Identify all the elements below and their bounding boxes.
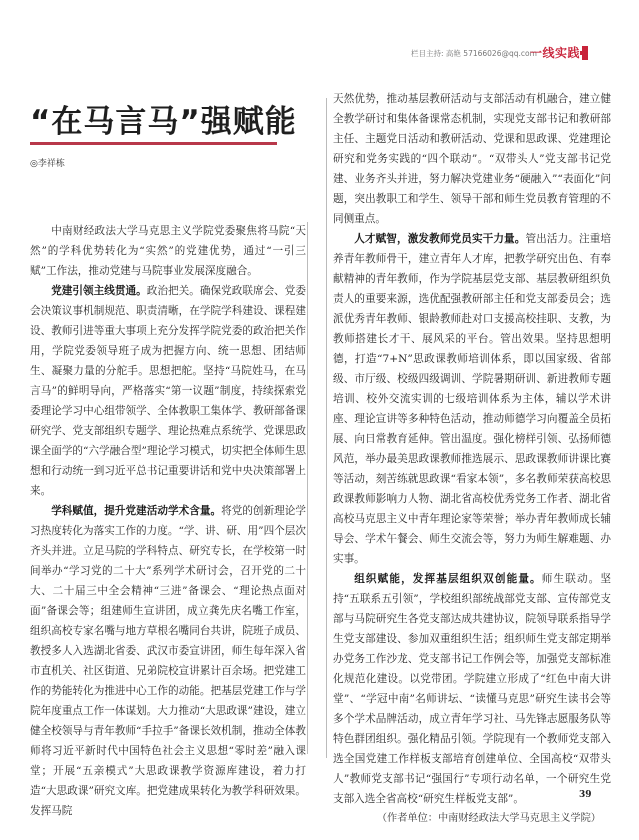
- section-lead: 人才赋智，激发教师党员实干力量。: [354, 233, 526, 245]
- article-title: “在马言马”强赋能: [30, 104, 297, 140]
- page-number: 39: [579, 790, 592, 800]
- article-intro: 中南财经政法大学马克思主义学院党委聚焦将马院“天然”的学科优势转化为“实然”的党建优势，通过“一引三赋”工作法，推动党建与马院事业发展深度融合。: [30, 225, 306, 277]
- article-column-right: [333, 89, 611, 829]
- section-body: 将党的创新理论学习热度转化为落实工作的力度。“学、讲、研、用”四个层次齐头并进。立足马院的学科特点、研究专长，在学校第一时间举办“学习党的二十大”系列学术研讨会，召开党的二十大、二十届三中全会精神“三进”备课会、“理论热点面对面”备课会等；组建师生宣讲团，成立龚先庆名嘴工作室，组织高校专家名嘴与地方草根名嘴同台共讲，院班子成员、教授多人入选湖北省委、武汉市委宣讲团，师生每年深入省市直机关、社区街道、兄弟院校宣讲累计百余场。把党建工作的势能转化为推进中心工作的动能。把基层党建工作与学院年度重点工作一体谋划。大力推动“大思政课”建设，建立健全校领导与青年教师“手拉手”备课长效机制，推动全体教师将习近平新时代中国特色社会主义思想“零时差”融入课堂；开展“五亲模式”大思政课教学资源库建设，着力打造“大思政课”研究文库。把党建成果转化为教学科研效果。发挥马院: [30, 505, 306, 817]
- section-lead: 党建引领主线贯通。: [51, 285, 147, 297]
- column-divider-right: [326, 98, 327, 758]
- section-tag: 一线实践: [530, 46, 581, 60]
- article-section-1: [30, 281, 306, 501]
- article-section-3: [333, 229, 611, 569]
- title-underline: [30, 142, 277, 145]
- column-editor-note: 栏目主持: 高艳 57166026@qq.com: [411, 49, 537, 58]
- section-lead: 组织赋能，发挥基层组织双创能量。: [354, 573, 542, 585]
- article-section-2-continued: 天然优势，推动基层教研活动与支部活动有机融合，建立健全教学研讨和集体备课常态机制，实现党支部书记和教研部主任、主题党日活动和教研活动、党课和思政课、党建理论研究和党务实践的“四个联动”。“双带头人”党支部书记党建、业务齐头并进，努力解决党建业务“硬融入”“表面化”问题，突出教职工和学生、领导干部和师生党员教育管理的不同侧重点。: [333, 93, 611, 225]
- section-body: 政治把关。确保党政联席会、党委会决策议事机制规范、职责清晰，在学院学科建设、课程建设、教师引进等重大事项上充分发挥学院党委的政治把关作用，学院党委领导班子成为把握方向、统一思想、团结师生、凝聚力量的分舵手。思想把舵。坚持“马院姓马，在马言马”的鲜明导向，严格落实“第一议题”制度，持续探索党委理论学习中心组带领学、全体教职工集体学、教研部备课研究学、党支部组织专题学、理论热难点系统学、党课思政课全面学的“六学融合型”理论学习模式，切实把全体师生思想和行动统一到习近平总书记重要讲话和党中央决策部署上来。: [30, 285, 307, 497]
- section-body: 师生联动。坚持“五联系五引领”，学校组织部统战部党支部、宣传部党支部与马院研究生各党支部达成共建协议，院领导联系指导学生党支部建设、参加双重组织生活；组织师生党支部定期举办党务工作沙龙、党支部书记工作例会等，加强党支部标准化规范化建设。以党带团。学院建立形成了“红色中南大讲堂”、“学冠中南”名师讲坛、“读懂马克思”研究生读书会等多个学术品牌活动，成立青年学习社、马先锋志愿服务队等特色群团组织。强化精品引领。学院现有一个教师党支部入选全国党建工作样板支部培育创建单位、全国高校“双带头人”教师党支部书记“强国行”专项行动名单，一个研究生党支部入选全省高校“研究生样板党支部”。: [333, 573, 611, 805]
- section-marker-icon: [582, 46, 588, 60]
- page-header: [0, 44, 639, 64]
- author-affiliation: （作者单位：中南财经政法大学马克思主义学院）: [376, 813, 601, 824]
- section-body: 管出活力。注重培养青年教师骨干，建立青年人才库，把教学研究出色、有奉献精神的青年教师，作为学院基层党支部、基层教研组织负责人的重要来源，选优配强教研部主任和党支部委员会；选派优秀青年教师、银龄教师赴对口支援高校挂职、支教，为教师搭建长才干、展风采的平台。管出效果。坚持思想明德，打造“7+N”思政课教师培训体系，即以国家级、省部级、市厅级、校级四级调训、学院暑期研训、新进教师专题培训、校外交流实训的七级培训体系为主体，辅以学术讲座、理论宣讲等多种特色活动，推动师德学习向覆盖全员拓展、向日常教育延伸。管出温度。强化榜样引领、弘扬师德风范，举办最美思政课教师推选展示、思政课教师讲课比赛等活动，刻苦练就思政课“看家本领”，多名教师荣获高校思政课教师影响力人物、湖北省高校优秀党务工作者、湖北省高校马克思主义中青年理论家等荣誉；举办青年教师成长辅导会、学术午餐会、师生交流会等，努力为师生解难题、办实事。: [333, 233, 611, 565]
- section-lead: 学科赋值，提升党建活动学术含量。: [51, 505, 222, 517]
- article-section-2: [30, 501, 306, 821]
- column-divider-left: [307, 222, 308, 754]
- article-section-4: [333, 569, 611, 809]
- article-author: ◎李祥栋: [30, 159, 65, 169]
- article-column-left: [30, 221, 306, 821]
